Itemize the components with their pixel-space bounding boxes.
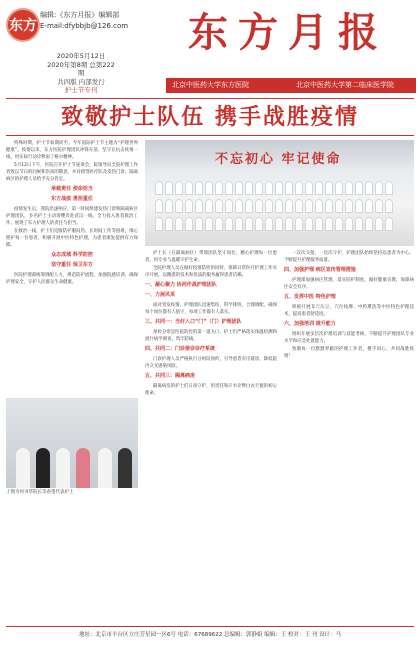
- nurse-figure: [165, 217, 173, 231]
- divider-headline: [6, 135, 414, 136]
- nurse-figure: [375, 217, 383, 231]
- nurse-figure: [255, 199, 263, 213]
- nurse-figure: [195, 217, 203, 231]
- photo-caption: 上图为何书华院长等看望代表护士: [6, 490, 74, 495]
- nurse-figure: [165, 181, 173, 195]
- nurse-figure: [315, 217, 323, 231]
- nurse-figure: [305, 199, 313, 213]
- nurse-figure: [265, 181, 273, 195]
- header: [0, 0, 420, 92]
- nurse-figure: [175, 217, 183, 231]
- group-photo: [145, 140, 414, 246]
- section-subheading: 众志成城 科学防控: [51, 252, 93, 258]
- nurse-figure: [315, 199, 323, 213]
- nurse-figure: [305, 181, 313, 195]
- photo-row-1: [155, 180, 405, 198]
- article-paragraph: 组织开展多层次护理培训与技能考核，不断提升护理团队专业水平和应急处置能力。: [284, 332, 414, 344]
- article-paragraph: 疫情发生后，我院迅速响应，第一时间组建发热门诊和隔离病区护理团队，多名护士主动请缨奔赴武汉一线，全力投入患者救治工作，展现了东方护理人的责任与担当。: [6, 207, 138, 226]
- section-subheading: 五、共同三：隔离病房: [145, 373, 196, 379]
- hospital-name-left: 北京中医药大学东方医院: [172, 81, 249, 89]
- nurse-figure: [185, 199, 193, 213]
- footer: 地址：北京市丰台区方庄芳星园一区6号 电话：67689622 总编辑：郭静娟 编辑：王 校对：王 刊 设计：马: [79, 632, 341, 638]
- section-subheading: 五、发挥中医 特色护理: [284, 294, 336, 300]
- nurse-figure: [245, 199, 253, 213]
- article-paragraph: 面对突发疫情，护理团队迅速集结，科学排班，合理调配，确保每个岗位都有人值守，每项工作都有人落实。: [145, 303, 277, 315]
- nurse-figure: [335, 217, 343, 231]
- article-paragraph: 在救治一线，护士们克服防护服闷热、长时间工作等困难，细心照护每一位患者，积极开展中医特色护理，为患者康复提供有力保障。: [6, 229, 138, 248]
- person-figure: [98, 448, 112, 488]
- divider-footer: [6, 626, 414, 627]
- nurse-figure: [345, 217, 353, 231]
- nurse-figure: [385, 181, 393, 195]
- nurse-figure: [285, 217, 293, 231]
- article-paragraph: 隔离病房的护士们日夜守护，用责任和汗水诠释白衣天使的初心使命。: [145, 384, 277, 396]
- issue-number: 2020年第8期 总第222期: [47, 60, 115, 77]
- nurse-figure: [225, 217, 233, 231]
- nurse-figure: [375, 181, 383, 195]
- nurse-figure: [365, 181, 373, 195]
- section-subheading: 坚守重任 保卫东方: [51, 262, 93, 268]
- article-paragraph: 5月12日下午，医院召开护士节座谈会，院领导向全院护理工作者致以节日的问候和崇高的敬意，并对援鄂医疗队及发热门诊、隔离病区的护理人员给予充分肯定。: [6, 163, 138, 182]
- issue-special: 护士节专刊: [64, 86, 98, 94]
- nurse-figure: [185, 217, 193, 231]
- nurse-figure: [155, 181, 163, 195]
- person-figure: [56, 448, 70, 488]
- nurse-figure: [385, 199, 393, 213]
- nurse-figure: [285, 199, 293, 213]
- nurse-figure: [275, 181, 283, 195]
- nurse-figure: [335, 181, 343, 195]
- nurse-figure: [235, 199, 243, 213]
- nurse-figure: [175, 181, 183, 195]
- nurse-figure: [235, 217, 243, 231]
- nurse-figure: [325, 217, 333, 231]
- article-paragraph: 积极开展耳穴压豆、穴位按摩、中药熏洗等中医特色护理技术，提高患者舒适度。: [284, 305, 414, 317]
- nurse-figure: [295, 199, 303, 213]
- nurse-figure: [325, 199, 333, 213]
- nurse-figure: [175, 199, 183, 213]
- nurse-figure: [245, 181, 253, 195]
- masthead-title: 东方月报: [188, 9, 388, 56]
- nurse-figure: [225, 199, 233, 213]
- nurse-figure: [205, 199, 213, 213]
- column-1: [6, 140, 138, 395]
- email-line: E-mail:dfybbjb@126.com: [40, 22, 129, 30]
- nurse-figure: [215, 199, 223, 213]
- photo-row-3: [155, 216, 405, 234]
- nurse-figure: [365, 199, 373, 213]
- issue-date: 2020年5月12日: [56, 52, 106, 60]
- editor-line: 编辑:《东方月报》编辑部: [40, 11, 120, 19]
- nurse-figure: [275, 217, 283, 231]
- hospital-logo: [6, 8, 40, 42]
- nurse-figure: [235, 181, 243, 195]
- issue-pages: 共四版 内部发行: [57, 77, 105, 86]
- nurse-figure: [165, 199, 173, 213]
- nurse-figure: [205, 217, 213, 231]
- nurse-figure: [155, 199, 163, 213]
- issue-info: [46, 52, 116, 95]
- article-paragraph: 预检分诊是医院防控的第一道关口，护士们严格落实体温检测和流行病学调查，筑牢防线。: [145, 330, 277, 342]
- nurse-figure: [195, 181, 203, 195]
- person-figure: [36, 448, 50, 488]
- contact-info: [40, 10, 128, 32]
- section-subheading: 三、共同一：当好入口“门”（门）护理团队: [145, 319, 242, 325]
- column-3: [284, 250, 414, 620]
- nurse-figure: [355, 181, 363, 195]
- section-subheading: 一、凝心聚力 协同作战护理团队: [145, 282, 217, 288]
- person-figure: [16, 448, 30, 488]
- nurse-figure: [355, 199, 363, 213]
- nurse-figure: [215, 217, 223, 231]
- nurse-figure: [385, 217, 393, 231]
- photo-row-2: [155, 198, 405, 216]
- article-paragraph: 护理部加强病区管理，落实陪护制度，做好健康宣教，保障病区安全有序。: [284, 278, 414, 290]
- nurse-figure: [355, 217, 363, 231]
- section-subheading: 一、力展风采: [145, 292, 176, 298]
- nurse-figure: [325, 181, 333, 195]
- article-paragraph: 一次次交接，一次次守护，护理团队始终坚持以患者为中心，不断提升护理服务质量。: [284, 251, 414, 263]
- section-subheading: 东方战疫 勇担重任: [51, 196, 93, 202]
- nurse-figure: [295, 181, 303, 195]
- hospital-bar: [166, 78, 416, 93]
- section-subheading: 六、加强培训 提升能力: [284, 321, 336, 327]
- nurse-figure: [155, 217, 163, 231]
- section-subheading: 四、共同二：门诊接诊诊疗系统: [145, 346, 216, 352]
- logo-text: 东方: [9, 18, 37, 34]
- nurse-figure: [255, 217, 263, 231]
- section-subheading: 四、加强护理 病区宣传管理措施: [284, 267, 356, 273]
- nurse-figure: [275, 199, 283, 213]
- nurse-figure: [305, 217, 313, 231]
- person-figure: [118, 448, 132, 488]
- hospital-name-right: 北京中医药大学第二临床医学院: [296, 81, 394, 89]
- nurse-figure: [285, 181, 293, 195]
- nurse-figure: [335, 199, 343, 213]
- article-paragraph: 医院护理部统筹调配人力，规范防护流程，加强院感培训，确保护理安全，守护人民群众生命健康。: [6, 273, 138, 285]
- nurse-figure: [365, 217, 373, 231]
- nurse-figure: [375, 199, 383, 213]
- nurse-figure: [195, 199, 203, 213]
- article-paragraph: 全院护理人员在做好疫情防控的同时，保障日常医疗护理工作有序开展，以精湛的技术和优质的服务赢得患者信赖。: [145, 266, 277, 278]
- leaders-photo: [6, 398, 138, 488]
- column-2: [145, 250, 277, 620]
- photo-banner: 不忘初心 牢记使命: [215, 152, 342, 167]
- nurse-figure: [245, 217, 253, 231]
- nurse-figure: [225, 181, 233, 195]
- article-paragraph: 护士长（在隔离病区）带领团队坚守岗位，精心护理每一位患者，用专业与温暖守护生命。: [145, 251, 277, 263]
- nurse-figure: [345, 199, 353, 213]
- nurse-figure: [265, 217, 273, 231]
- nurse-figure: [185, 181, 193, 195]
- nurse-figure: [295, 217, 303, 231]
- nurse-figure: [215, 181, 223, 195]
- nurse-figure: [205, 181, 213, 195]
- article-paragraph: 致敬每一位默默奉献的护理工作者，携手同心，共同战胜疫情！: [284, 347, 414, 359]
- divider-top: [6, 98, 414, 99]
- headline: 致敬护士队伍 携手战胜疫情: [61, 104, 359, 130]
- article-paragraph: 特殊时期，护士节如期而至。今年国际护士节主题为“护理世界健康”。疫情以来，东方医院护理团队冲锋在前，坚守在抗击疫情一线，用实际行动诠释南丁格尔精神。: [6, 141, 138, 160]
- section-subheading: 承载责任 使命担当: [51, 186, 93, 192]
- nurse-figure: [265, 199, 273, 213]
- nurse-figure: [255, 181, 263, 195]
- article-paragraph: 门诊护理人员严格执行分时段预约，引导患者有序就诊，降低院内交叉感染风险。: [145, 357, 277, 369]
- nurse-figure: [315, 181, 323, 195]
- nurse-figure: [345, 181, 353, 195]
- person-figure: [76, 448, 90, 488]
